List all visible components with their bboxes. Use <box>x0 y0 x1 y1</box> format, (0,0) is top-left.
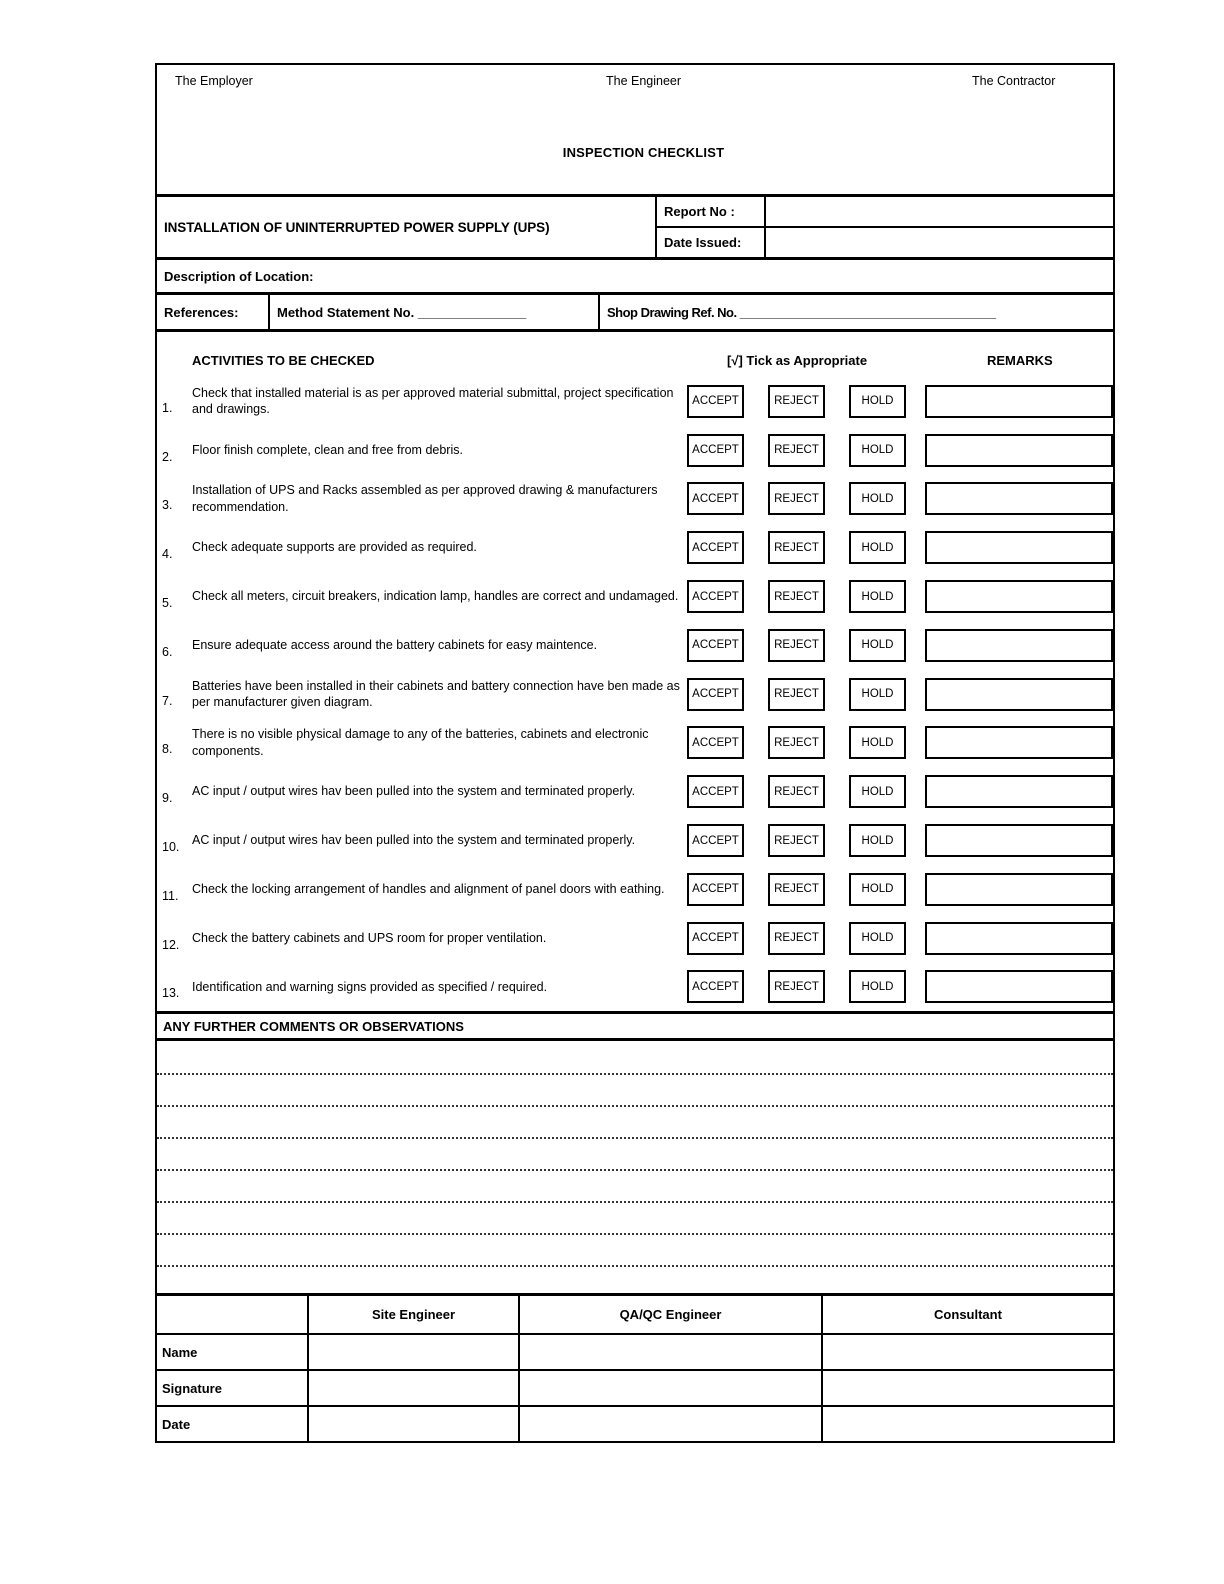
remarks-input[interactable] <box>925 873 1113 906</box>
signature-row-label: Date <box>162 1416 191 1432</box>
inspection-checklist-form <box>155 63 1115 1443</box>
hold-checkbox[interactable]: HOLD <box>849 678 906 711</box>
signature-column-header <box>157 1296 307 1333</box>
comment-ruling-line <box>157 1265 1113 1267</box>
hold-checkbox[interactable]: HOLD <box>849 482 906 515</box>
hold-checkbox[interactable]: HOLD <box>849 824 906 857</box>
date-issued-field[interactable] <box>766 228 1113 257</box>
remarks-input[interactable] <box>925 775 1113 808</box>
references-row <box>157 295 1113 332</box>
remarks-input[interactable] <box>925 482 1113 515</box>
report-no-field[interactable] <box>766 197 1113 226</box>
reject-checkbox[interactable]: REJECT <box>768 775 825 808</box>
checklist-item-number: 9. <box>162 791 173 806</box>
party-header-band <box>157 65 1113 197</box>
checklist-row <box>157 523 1113 572</box>
engineer-label: The Engineer <box>606 74 682 88</box>
signature-column-header: QA/QC Engineer <box>518 1296 821 1333</box>
accept-checkbox[interactable]: ACCEPT <box>687 873 744 906</box>
accept-checkbox[interactable]: ACCEPT <box>687 678 744 711</box>
remarks-input[interactable] <box>925 385 1113 418</box>
reject-checkbox[interactable]: REJECT <box>768 580 825 613</box>
checklist-item-number: 12. <box>162 937 180 952</box>
comments-heading-label: ANY FURTHER COMMENTS OR OBSERVATIONS <box>163 1018 464 1034</box>
report-no-row <box>657 197 1113 228</box>
remarks-input[interactable] <box>925 922 1113 955</box>
checklist-row <box>157 719 1113 768</box>
checklist-item-number: 6. <box>162 644 173 659</box>
checklist-row <box>157 572 1113 621</box>
checklist-item-text: Batteries have been installed in their cabinets and battery connection have ben made as per manufacturer given diagram. <box>192 678 680 710</box>
checklist-item-number: 4. <box>162 547 173 562</box>
report-meta <box>657 197 1113 257</box>
comments-input-area[interactable] <box>157 1041 1113 1296</box>
contractor-label: The Contractor <box>972 74 1056 88</box>
activities-column-header <box>157 332 1113 377</box>
remarks-input[interactable] <box>925 678 1113 711</box>
checklist-item-number: 11. <box>162 888 179 903</box>
hold-checkbox[interactable]: HOLD <box>849 629 906 662</box>
checklist-item-number: 7. <box>162 693 173 708</box>
date-issued-row <box>657 228 1113 257</box>
signature-header-row <box>157 1296 1113 1333</box>
comments-heading <box>157 1011 1113 1041</box>
checklist-item-text: Check the battery cabinets and UPS room for proper ventilation. <box>192 930 547 945</box>
activities-heading: ACTIVITIES TO BE CHECKED <box>192 353 375 368</box>
consultant-field[interactable] <box>821 1371 1113 1405</box>
consultant-field[interactable] <box>821 1335 1113 1369</box>
signature-table-row <box>157 1333 1113 1369</box>
description-of-location-label: Description of Location: <box>164 268 314 284</box>
signature-column-header: Consultant <box>821 1296 1113 1333</box>
remarks-input[interactable] <box>925 824 1113 857</box>
remarks-heading: REMARKS <box>987 353 1053 368</box>
checklist-item-number: 13. <box>162 986 180 1001</box>
checklist-item-number: 3. <box>162 498 173 513</box>
site-engineer-field[interactable] <box>307 1407 518 1441</box>
checklist-row <box>157 621 1113 670</box>
shop-drawing-ref-field[interactable]: Shop Drawing Ref. No. ______________________________________ <box>607 304 996 320</box>
checklist-row <box>157 475 1113 524</box>
accept-checkbox[interactable]: ACCEPT <box>687 970 744 1003</box>
reject-checkbox[interactable]: REJECT <box>768 922 825 955</box>
reject-checkbox[interactable]: REJECT <box>768 531 825 564</box>
checklist-item-text: Ensure adequate access around the battery cabinets for easy maintence. <box>192 638 598 653</box>
page-title: INSPECTION CHECKLIST <box>562 145 725 160</box>
remarks-input[interactable] <box>925 726 1113 759</box>
hold-checkbox[interactable]: HOLD <box>849 922 906 955</box>
signature-row-label: Name <box>162 1344 198 1360</box>
qaqc-engineer-field[interactable] <box>518 1407 821 1441</box>
comment-ruling-line <box>157 1201 1113 1203</box>
comment-ruling-line <box>157 1073 1113 1075</box>
comment-ruling-line <box>157 1105 1113 1107</box>
checklist-row <box>157 865 1113 914</box>
reject-checkbox[interactable]: REJECT <box>768 482 825 515</box>
signature-table <box>157 1296 1113 1441</box>
qaqc-engineer-field[interactable] <box>518 1335 821 1369</box>
checklist-row <box>157 914 1113 963</box>
checklist-item-number: 5. <box>162 595 173 610</box>
reject-checkbox[interactable]: REJECT <box>768 629 825 662</box>
accept-checkbox[interactable]: ACCEPT <box>687 922 744 955</box>
description-of-location-row[interactable] <box>157 260 1113 295</box>
reject-checkbox[interactable]: REJECT <box>768 385 825 418</box>
checklist-item-number: 1. <box>162 400 173 415</box>
hold-checkbox[interactable]: HOLD <box>849 775 906 808</box>
accept-checkbox[interactable]: ACCEPT <box>687 531 744 564</box>
checklist-item-number: 2. <box>162 449 173 464</box>
accept-checkbox[interactable]: ACCEPT <box>687 824 744 857</box>
comment-ruling-line <box>157 1233 1113 1235</box>
hold-checkbox[interactable]: HOLD <box>849 726 906 759</box>
signature-column-header: Site Engineer <box>307 1296 518 1333</box>
checklist-item-number: 8. <box>162 742 173 757</box>
checklist-row <box>157 816 1113 865</box>
comment-ruling-line <box>157 1137 1113 1139</box>
checklist-item-text: Check the locking arrangement of handles and alignment of panel doors with eathing. <box>192 882 665 897</box>
checklist-item-text: Identification and warning signs provided as specified / required. <box>192 979 548 994</box>
employer-label: The Employer <box>175 74 253 88</box>
remarks-input[interactable] <box>925 970 1113 1003</box>
accept-checkbox[interactable]: ACCEPT <box>687 726 744 759</box>
checklist-row <box>157 377 1113 426</box>
reject-checkbox[interactable]: REJECT <box>768 678 825 711</box>
references-label: References: <box>157 295 270 329</box>
date-issued-label: Date Issued: <box>657 228 766 257</box>
reject-checkbox[interactable]: REJECT <box>768 873 825 906</box>
signature-row-label: Signature <box>162 1380 222 1396</box>
remarks-input[interactable] <box>925 629 1113 662</box>
checklist-item-text: AC input / output wires hav been pulled into the system and terminated properly. <box>192 833 636 848</box>
reject-checkbox[interactable]: REJECT <box>768 434 825 467</box>
signature-table-row <box>157 1369 1113 1405</box>
consultant-field[interactable] <box>821 1407 1113 1441</box>
site-engineer-field[interactable] <box>307 1371 518 1405</box>
hold-checkbox[interactable]: HOLD <box>849 434 906 467</box>
qaqc-engineer-field[interactable] <box>518 1371 821 1405</box>
checklist-row <box>157 426 1113 475</box>
checklist-item-text: Check adequate supports are provided as required. <box>192 540 477 555</box>
site-engineer-field[interactable] <box>307 1335 518 1369</box>
tick-as-appropriate-heading: [√] Tick as Appropriate <box>727 353 868 368</box>
checklist-item-text: Check that installed material is as per approved material submittal, project specification and drawings. <box>192 385 674 417</box>
checklist-item-text: Floor finish complete, clean and free from debris. <box>192 442 463 457</box>
comment-ruling-line <box>157 1169 1113 1171</box>
checklist-row <box>157 767 1113 816</box>
hold-checkbox[interactable]: HOLD <box>849 970 906 1003</box>
accept-checkbox[interactable]: ACCEPT <box>687 482 744 515</box>
accept-checkbox[interactable]: ACCEPT <box>687 434 744 467</box>
hold-checkbox[interactable]: HOLD <box>849 531 906 564</box>
remarks-input[interactable] <box>925 434 1113 467</box>
checklist-item-text: Installation of UPS and Racks assembled as per approved drawing & manufacturers recommendation. <box>192 483 658 514</box>
hold-checkbox[interactable]: HOLD <box>849 580 906 613</box>
checklist-item-text: There is no visible physical damage to any of the batteries, cabinets and electronic components. <box>192 727 649 758</box>
checklist-row <box>157 963 1113 1012</box>
accept-checkbox[interactable]: ACCEPT <box>687 385 744 418</box>
reject-checkbox[interactable]: REJECT <box>768 726 825 759</box>
accept-checkbox[interactable]: ACCEPT <box>687 629 744 662</box>
checklist-row <box>157 670 1113 719</box>
accept-checkbox[interactable]: ACCEPT <box>687 775 744 808</box>
method-statement-field[interactable]: Method Statement No. _______________ <box>270 295 600 329</box>
checklist-rows <box>157 377 1113 1011</box>
remarks-input[interactable] <box>925 580 1113 613</box>
accept-checkbox[interactable]: ACCEPT <box>687 580 744 613</box>
reject-checkbox[interactable]: REJECT <box>768 970 825 1003</box>
checklist-item-number: 10. <box>162 839 180 854</box>
subject-title: INSTALLATION OF UNINTERRUPTED POWER SUPPLY (UPS) <box>157 197 657 257</box>
reject-checkbox[interactable]: REJECT <box>768 824 825 857</box>
checklist-item-text: Check all meters, circuit breakers, indication lamp, handles are correct and undamaged. <box>192 589 679 604</box>
checklist-item-text: AC input / output wires hav been pulled into the system and terminated properly. <box>192 784 636 799</box>
subject-band <box>157 197 1113 260</box>
hold-checkbox[interactable]: HOLD <box>849 385 906 418</box>
signature-table-row <box>157 1405 1113 1441</box>
report-no-label: Report No : <box>657 197 766 226</box>
hold-checkbox[interactable]: HOLD <box>849 873 906 906</box>
remarks-input[interactable] <box>925 531 1113 564</box>
